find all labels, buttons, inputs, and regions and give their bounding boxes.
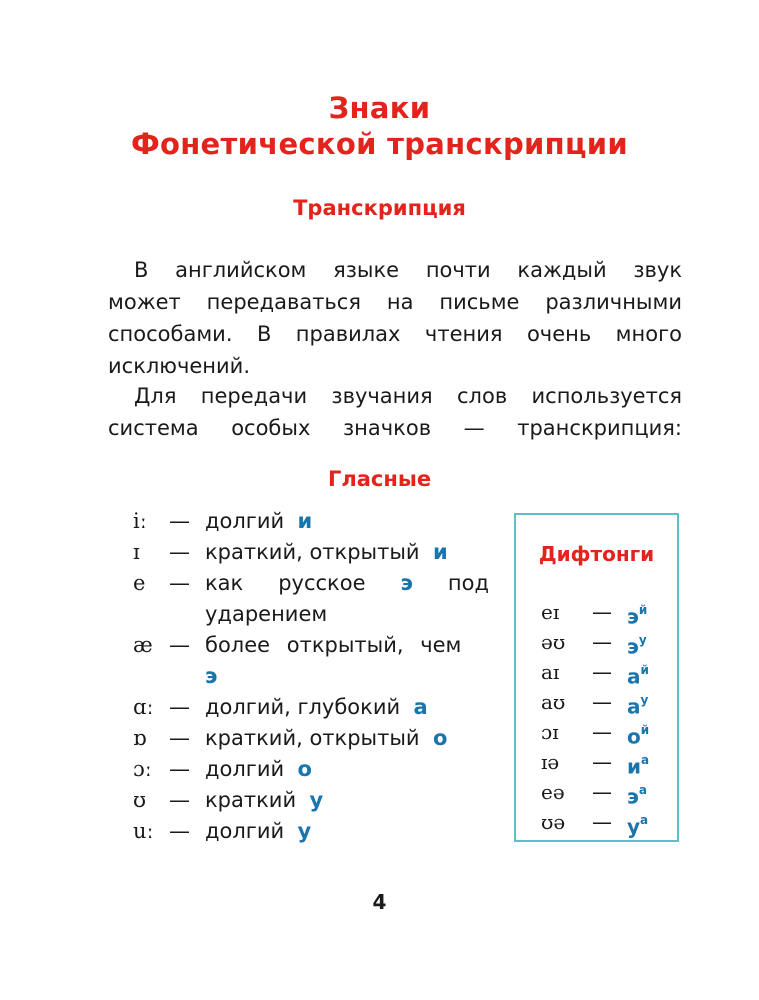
vowel-row: [133, 630, 493, 692]
vowel-row: [133, 537, 493, 568]
diphthong-row: [541, 747, 671, 777]
diphthong-sound-sup: а: [638, 783, 647, 797]
paragraph-line: способами. В правилах чтения очень много: [108, 322, 682, 346]
dash: —: [169, 788, 190, 812]
vowel-sound: у: [297, 819, 312, 843]
diphthong-sound-base: и: [627, 754, 642, 779]
diphthong-sound: [627, 807, 648, 842]
diphthong-symbol: aɪ: [541, 660, 560, 684]
vowel-sound: о: [432, 726, 448, 750]
vowel-symbol: ɒ: [133, 726, 147, 750]
diphthong-symbol: ʊə: [541, 810, 566, 834]
diphthong-row: [541, 777, 671, 807]
vowel-symbol: uː: [133, 819, 154, 843]
paragraph-line: система особых значков — транскрипция:: [108, 416, 682, 440]
dash: —: [169, 757, 190, 781]
vowel-symbol: ɪ: [133, 540, 140, 564]
vowel-description: [205, 816, 489, 847]
vowel-text: долгий, глубокий: [205, 695, 401, 719]
diphthong-symbol: eə: [541, 780, 565, 804]
diphthong-sound-base: э: [627, 634, 639, 659]
vowel-description: [205, 723, 489, 754]
transcription-paragraph-2: [108, 380, 682, 444]
diphthong-sound-base: э: [627, 604, 639, 629]
vowel-description: [205, 537, 489, 568]
vowel-sound: и: [297, 509, 313, 533]
vowel-description: [205, 692, 489, 723]
paragraph-line: может передаваться на письме различными: [108, 290, 682, 314]
vowel-text: долгий: [205, 509, 285, 533]
vowel-text: краткий, открытый: [205, 540, 420, 564]
vowel-row: [133, 754, 493, 785]
page-title-line-2: Фонетической транскрипции: [130, 127, 629, 161]
diphthong-sound-base: э: [627, 784, 639, 809]
vowel-symbol: ʊ: [133, 788, 147, 812]
diphthong-sound-sup: у: [640, 693, 649, 707]
vowels-list: [133, 506, 493, 847]
diphthong-sound-sup: а: [641, 753, 650, 767]
dash: —: [592, 810, 612, 834]
vowel-symbol: ɔː: [133, 757, 152, 781]
vowel-text: долгий: [205, 819, 285, 843]
dash: —: [169, 571, 190, 595]
diphthongs-box: [514, 513, 679, 842]
diphthong-sound-sup: а: [640, 813, 649, 827]
dash: —: [169, 695, 190, 719]
diphthong-sound-base: а: [627, 664, 641, 689]
vowel-symbol: iː: [133, 509, 147, 533]
vowel-description: [205, 754, 489, 785]
dash: —: [169, 633, 190, 657]
vowel-description: [205, 630, 489, 692]
vowel-symbol: e: [133, 571, 146, 595]
dash: —: [592, 780, 612, 804]
paragraph-line: исключений.: [108, 354, 251, 378]
vowel-text: долгий: [205, 757, 285, 781]
diphthong-row: [541, 627, 671, 657]
diphthongs-heading: Дифтонги: [538, 542, 655, 566]
vowel-text-line: ударением: [205, 602, 328, 626]
transcription-heading: Транскрипция: [293, 196, 466, 220]
vowel-text: под: [447, 571, 489, 595]
diphthong-sound-sup: й: [640, 723, 650, 737]
diphthong-symbol: eɪ: [541, 600, 560, 624]
vowel-row: [133, 692, 493, 723]
diphthong-symbol: əʊ: [541, 630, 566, 654]
page-title-line-1: Знаки: [328, 91, 431, 125]
diphthong-row: [541, 597, 671, 627]
vowel-sound: у: [309, 788, 324, 812]
vowel-text: краткий: [205, 788, 297, 812]
vowel-description: [205, 568, 489, 630]
diphthong-row: [541, 717, 671, 747]
dash: —: [592, 750, 612, 774]
dash: —: [169, 726, 190, 750]
diphthong-sound-sup: й: [638, 603, 648, 617]
vowel-sound: э: [400, 571, 413, 595]
dash: —: [592, 720, 612, 744]
vowel-row: [133, 785, 493, 816]
vowel-symbol: æ: [133, 633, 153, 657]
dash: —: [592, 690, 612, 714]
page-number: 4: [372, 890, 387, 914]
vowel-sound: о: [297, 757, 312, 781]
vowel-sound: э: [205, 664, 218, 688]
diphthong-sound-base: а: [627, 694, 641, 719]
vowel-text-line: [205, 568, 489, 599]
diphthong-sound-sup: у: [638, 633, 647, 647]
dash: —: [592, 630, 612, 654]
vowel-row: [133, 506, 493, 537]
vowel-text: краткий, открытый: [205, 726, 420, 750]
diphthong-sound-sup: й: [640, 663, 649, 677]
dash: —: [592, 600, 612, 624]
vowel-row: [133, 816, 493, 847]
vowel-text: как: [205, 571, 244, 595]
paragraph-line: В английском языке почти каждый звук: [134, 258, 682, 282]
dash: —: [169, 819, 190, 843]
diphthong-symbol: aʊ: [541, 690, 566, 714]
paragraph-line: Для передачи звучания слов используется: [134, 384, 682, 408]
transcription-paragraph-1: [108, 254, 682, 382]
vowel-sound: а: [413, 695, 428, 719]
diphthong-sound-base: о: [627, 724, 641, 749]
dash: —: [169, 540, 190, 564]
vowel-symbol: ɑː: [133, 695, 154, 719]
vowel-text-line: более открытый, чем: [205, 633, 462, 657]
vowels-heading: Гласные: [327, 467, 432, 491]
vowel-text: русское: [278, 571, 366, 595]
diphthong-sound-base: у: [627, 814, 641, 839]
dash: —: [592, 660, 612, 684]
diphthong-symbol: ɪə: [541, 750, 560, 774]
dash: —: [169, 509, 190, 533]
vowel-sound: и: [432, 540, 448, 564]
vowel-row: [133, 568, 493, 630]
vowel-description: [205, 785, 489, 816]
diphthongs-list: [541, 597, 671, 837]
vowel-row: [133, 723, 493, 754]
diphthong-symbol: ɔɪ: [541, 720, 559, 744]
diphthong-row: [541, 807, 671, 837]
diphthong-row: [541, 687, 671, 717]
vowel-description: [205, 506, 489, 537]
diphthong-row: [541, 657, 671, 687]
